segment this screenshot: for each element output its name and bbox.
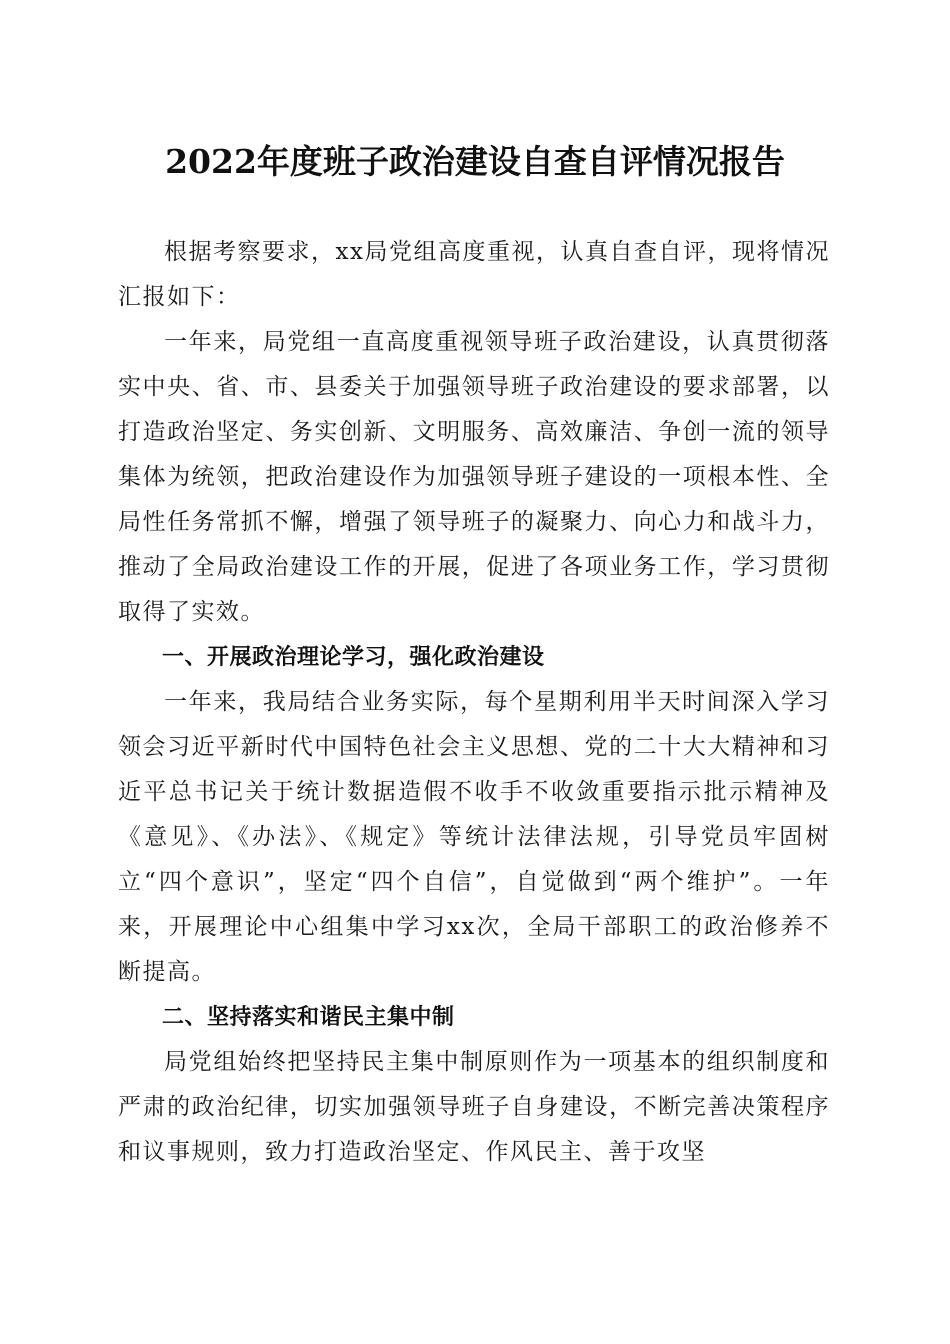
- document-body: [118, 230, 830, 1175]
- intro-paragraph: 根据考察要求，xx局党组高度重视，认真自查自评，现将情况汇报如下：: [118, 239, 830, 310]
- summary-paragraph: 一年来，局党组一直高度重视领导班子政治建设，认真贯彻落实中央、省、市、县委关于加强领导班子政治建设的要求部署，以打造政治坚定、务实创新、文明服务、高效廉洁、争创一流的领导集体为统领，把政治建设作为加强领导班子建设的一项根本性、全局性任务常抓不懈，增强了领导班子的凝聚力、向心力和战斗力，推动了全局政治建设工作的开展，促进了各项业务工作，学习贯彻取得了实效。: [118, 329, 830, 625]
- section-1-paragraph: 一年来，我局结合业务实际，每个星期利用半天时间深入学习领会习近平新时代中国特色社会主义思想、党的二十大大精神和习近平总书记关于统计数据造假不收手不收敛重要指示批示精神及《意见》、《办法》、《规定》等统计法律法规，引导党员牢固树立“四个意识”，坚定“四个自信”，自觉做到“两个维护”。一年来，开展理论中心组集中学习xx次，全局干部职工的政治修养不断提高。: [118, 689, 830, 985]
- section-heading-2: 二、坚持落实和谐民主集中制: [162, 1005, 455, 1030]
- section-heading-1: 一、开展政治理论学习，强化政治建设: [162, 645, 545, 670]
- section-2-paragraph: 局党组始终把坚持民主集中制原则作为一项基本的组织制度和严肃的政治纪律，切实加强领导班子自身建设，不断完善决策程序和议事规则，致力打造政治坚定、作风民主、善于攻坚: [118, 1049, 830, 1165]
- document-title: 2022年度班子政治建设自查自评情况报告: [165, 142, 785, 181]
